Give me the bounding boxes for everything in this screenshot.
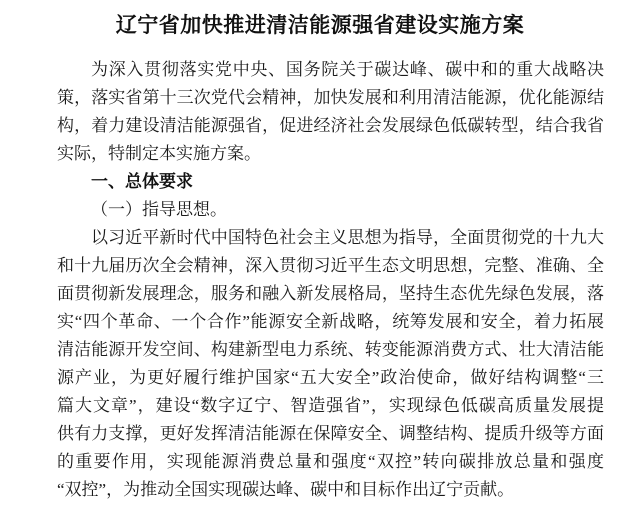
document-body [57, 56, 604, 504]
document-line: 和十九届历次全会精神，深入贯彻习近平生态文明思想，完整、准确、全 [57, 256, 604, 275]
document-line: （一）指导思想。 [91, 200, 227, 219]
document-line: 面贯彻新发展理念，服务和融入新发展格局，坚持生态优先绿色发展，落 [57, 284, 604, 303]
document-line: “双控”，为推动全国实现碳达峰、碳中和目标作出辽宁贡献。 [57, 480, 515, 499]
document-line: 一、总体要求 [91, 172, 193, 191]
document-line: 源产业，为更好履行维护国家“五大安全”政治使命，做好结构调整“三 [57, 368, 604, 387]
document-line: 供有力支撑，更好发挥清洁能源在保障安全、调整结构、提质升级等方面 [57, 424, 604, 443]
document-line: 为深入贯彻落实党中央、国务院关于碳达峰、碳中和的重大战略决 [91, 60, 604, 79]
document-line: 篇大文章”，建设“数字辽宁、智造强省”，实现绿色低碳高质量发展提 [57, 396, 604, 415]
document-line: 实际，特制定本实施方案。 [57, 144, 261, 163]
document-line: 以习近平新时代中国特色社会主义思想为指导，全面贯彻党的十九大 [91, 228, 604, 247]
document-line: 的重要作用，实现能源消费总量和强度“双控”转向碳排放总量和强度 [57, 452, 604, 471]
document-line: 清洁能源开发空间、构建新型电力系统、转变能源消费方式、壮大清洁能 [57, 340, 604, 359]
document-line: 策，落实省第十三次党代会精神，加快发展和利用清洁能源，优化能源结 [57, 88, 604, 107]
document-line: 构，着力建设清洁能源强省，促进经济社会发展绿色低碳转型，结合我省 [57, 116, 604, 135]
document-title: 辽宁省加快推进清洁能源强省建设实施方案 [115, 13, 525, 37]
document-line: 实“四个革命、一个合作”能源安全新战略，统筹发展和安全，着力拓展 [57, 312, 604, 331]
